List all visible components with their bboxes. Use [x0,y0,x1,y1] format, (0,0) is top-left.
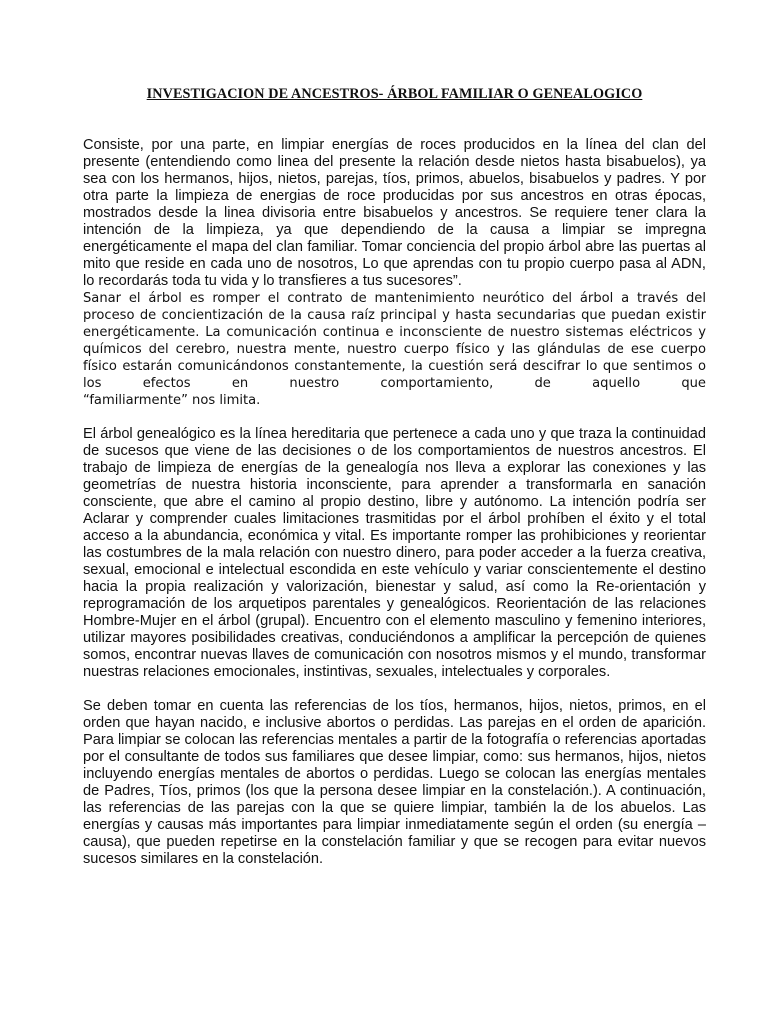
paragraph-1-part-3: “familiarmente” nos limita. [83,393,261,408]
paragraph-1-part-2: Sanar el árbol es romper el contrato de mantenimiento neurótico del árbol a través del proceso de concientización de la causa raíz principal y hasta secundarias que puedan existir energéticamente. La comunicación continua e inconsciente de nuestro sistemas eléctricos y químicos del cerebro, nuestra mente, nuestro cuerpo físico y las glándulas de ese cuerpo físico estarán comunicándonos constantemente, la cuestión será descifrar lo que sentimos o los efectos en nuestro comportamiento, de aquello que [83,291,706,391]
paragraph-1 [83,137,706,409]
paragraph-2: El árbol genealógico es la línea hereditaria que pertenece a cada uno y que traza la continuidad de sucesos que viene de las decisiones o de los comportamientos de nuestros ancestros. El trabajo de limpieza de energías de la genealogía nos lleva a explorar las conexiones y las geometrías de nuestra historia inconsciente, para aprender a transformarla en sanación consciente, que abre el camino al propio destino, libre y autónomo. La intención podría ser Aclarar y comprender cuales limitaciones trasmitidas por el árbol prohíben el éxito y el total acceso a la abundancia, económica y vital. Es importante romper las prohibiciones y reorientar las costumbres de la mala relación con nuestro dinero, para poder acceder a la fuerza creativa, sexual, emocional e intelectual escondida en este vehículo y variar conscientemente el destino hacia la propia realización y valorización, bienestar y salud, así como la Re-orientación y reprogramación de los arquetipos parentales y genealógicos. Reorientación de las relaciones Hombre-Mujer en el árbol (grupal). Encuentro con el elemento masculino y femenino interiores, utilizar mayores posibilidades creativas, conduciéndonos a amplificar la percepción de quienes somos, encontrar nuevas llaves de comunicación con nosotros mismos y el mundo, transformar nuestras relaciones emocionales, instintivas, sexuales, intelectuales y corporales. [83,426,706,680]
paragraph-1-part-1: Consiste, por una parte, en limpiar energías de roces producidos en la línea del clan del presente (entendiendo como linea del presente la relación desde nietos hasta bisabuelos), ya sea con los hermanos, hijos, nietos, parejas, tíos, primos, abuelos, bisabuelos y padres. Y por otra parte la limpieza de energias de roce producidas por sus ancestros en otras épocas, mostrados desde la linea divisoria entre bisabuelos y ancestros. Se requiere tener clara la intención de la limpieza, ya que dependiendo de la causa a limpiar se impregna energéticamente el mapa del clan familiar. Tomar conciencia del propio árbol abre las puertas al mito que reside en cada uno de nosotros, Lo que aprendas con tu propio cuerpo pasa al ADN, lo recordarás toda tu vida y lo transfieres a tus sucesores”. [83,137,706,289]
document-title: INVESTIGACION DE ANCESTROS- ÁRBOL FAMILIAR O GENEALOGICO [146,86,643,102]
paragraph-3: Se deben tomar en cuenta las referencias de los tíos, hermanos, hijos, nietos, primos, en el orden que hayan nacido, e inclusive abortos o perdidas. Las parejas en el orden de aparición. Para limpiar se colocan las referencias mentales a partir de la fotografía o referencias aportadas por el consultante de todos sus familiares que desee limpiar, como: sus hermanos, hijos, nietos incluyendo energías mentales de abortos o perdidas. Luego se colocan las energías mentales de Padres, Tíos, primos (los que la persona desee limpiar en la constelación.). A continuación, las referencias de las parejas con la que se quiere limpiar, también la de los abuelos. Las energías y causas más importantes para limpiar inmediatamente según el orden (su energía – causa), que pueden repetirse en la constelación familiar y que se recogen para evitar nuevos sucesos similares en la constelación. [83,698,706,867]
